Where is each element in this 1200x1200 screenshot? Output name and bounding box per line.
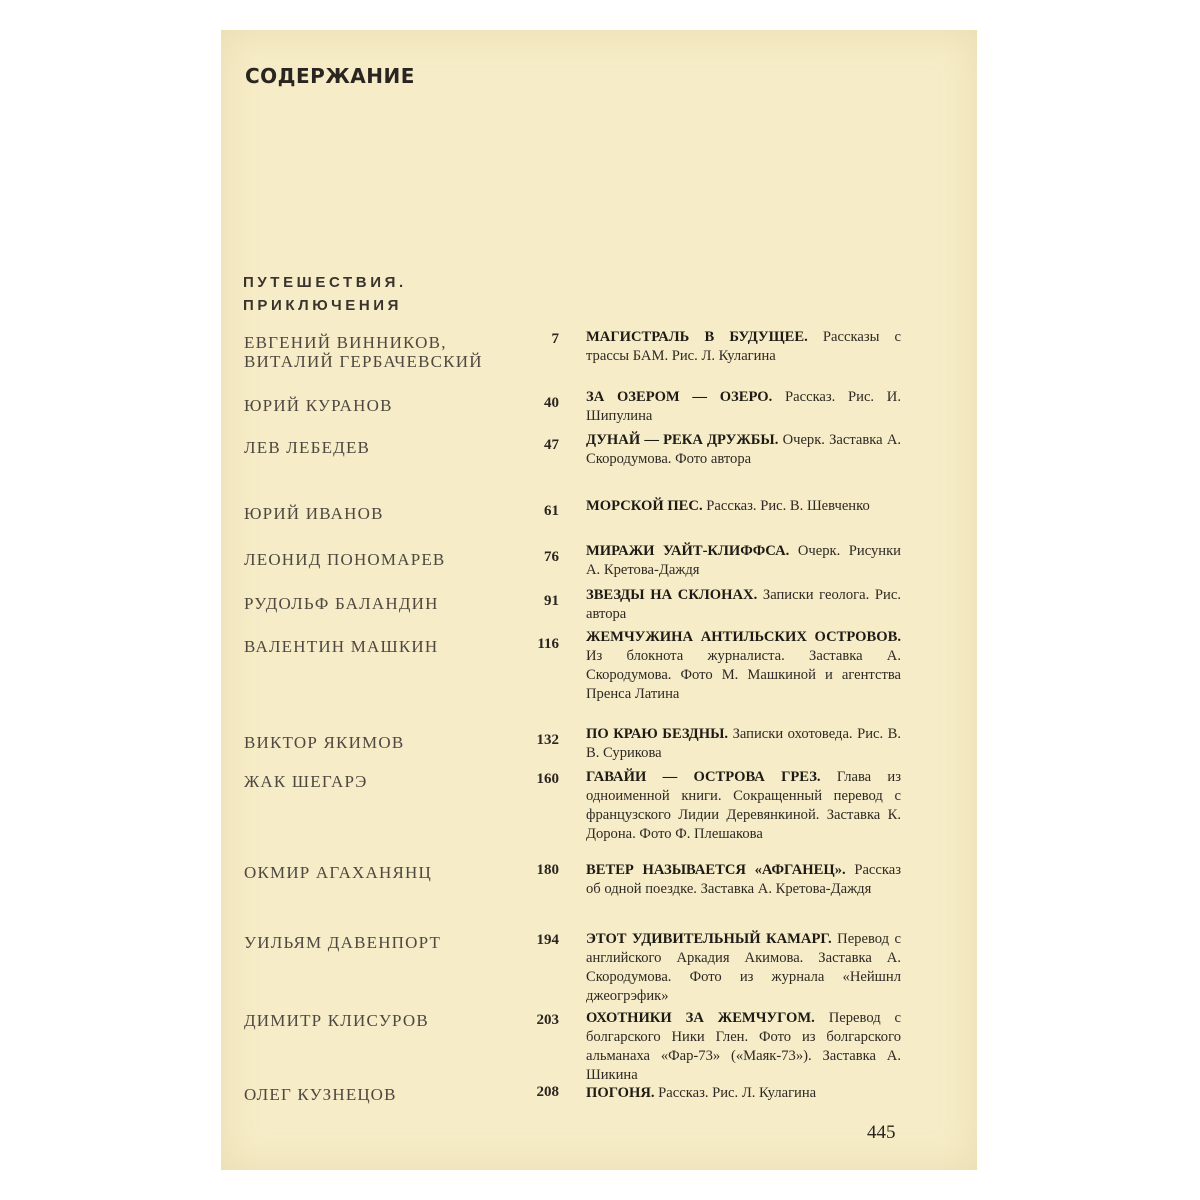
section-title-line-1: ПУТЕШЕСТВИЯ. <box>243 274 407 291</box>
toc-note: Рассказы с трассы БАМ. Рис. Л. Кулагина <box>586 329 901 364</box>
toc-note: Глава из одноименной книги. Сокращенный перевод с французского Лидии Деревянкиной. Заставка К. Дорона. Фото Ф. Плешакова <box>586 769 901 842</box>
toc-description <box>586 725 901 763</box>
author-line-2: ВИТАЛИЙ ГЕРБАЧЕВСКИЙ <box>244 352 483 371</box>
book-page <box>221 30 977 1170</box>
toc-description <box>586 431 901 469</box>
toc-description <box>586 586 901 624</box>
page-number-footer: 445 <box>867 1122 896 1143</box>
toc-note: Очерк. Заставка А. Скородумова. Фото автора <box>586 432 902 467</box>
toc-note: Из блокнота журналиста. Заставка А. Скородумова. Фото М. Машкиной и агентства Пренса Латина <box>586 648 901 702</box>
section-title-line-2: ПРИКЛЮЧЕНИЯ <box>243 297 403 314</box>
author-line-1: РУДОЛЬФ БАЛАНДИН <box>244 594 439 613</box>
toc-page-number: 203 <box>536 1012 559 1028</box>
author-line-1: ОЛЕГ КУЗНЕЦОВ <box>244 1085 397 1104</box>
section-title <box>243 271 407 317</box>
toc-description <box>586 328 901 366</box>
toc-description <box>586 1084 901 1103</box>
toc-title: ПОГОНЯ. <box>586 1085 655 1101</box>
author-line-1: ВИКТОР ЯКИМОВ <box>244 733 405 752</box>
toc-note: Очерк. Рисунки А. Кретова-Даждя <box>586 543 901 578</box>
page-heading: СОДЕРЖАНИЕ <box>245 64 415 88</box>
author-line-1: УИЛЬЯМ ДАВЕНПОРТ <box>244 933 442 952</box>
toc-title: ДУНАЙ — РЕКА ДРУЖБЫ. <box>586 432 779 448</box>
toc-description <box>586 930 901 1006</box>
toc-page-number: 160 <box>536 771 559 787</box>
toc-page-number: 91 <box>544 593 559 609</box>
toc-title: МИРАЖИ УАЙТ-КЛИФФСА. <box>586 543 790 559</box>
toc-page-number: 116 <box>537 636 559 652</box>
toc-author <box>244 863 514 882</box>
toc-description <box>586 542 901 580</box>
toc-author <box>244 438 514 457</box>
toc-note: Перевод с болгарского Ники Глен. Фото из болгарского альманаха «Фар-73» («Маяк-73»). Заставка А. Шикина <box>586 1010 901 1083</box>
toc-author <box>244 504 514 523</box>
toc-description <box>586 497 901 516</box>
toc-title: ПО КРАЮ БЕЗДНЫ. <box>586 726 729 742</box>
author-line-1: ОКМИР АГАХАНЯНЦ <box>244 863 432 882</box>
toc-description <box>586 388 901 426</box>
author-line-1: ЮРИЙ ИВАНОВ <box>244 504 384 523</box>
toc-note: Рассказ. Рис. Л. Кулагина <box>658 1085 817 1101</box>
toc-description <box>586 1009 901 1085</box>
toc-author <box>244 550 514 569</box>
author-line-1: ЮРИЙ КУРАНОВ <box>244 396 393 415</box>
toc-note: Рассказ. Рис. И. Шипулина <box>586 389 901 424</box>
toc-title: ВЕТЕР НАЗЫВАЕТСЯ «АФГАНЕЦ». <box>586 862 846 878</box>
toc-page-number: 194 <box>536 932 559 948</box>
toc-author <box>244 1011 514 1030</box>
toc-author <box>244 933 514 952</box>
toc-title: МАГИСТРАЛЬ В БУДУЩЕЕ. <box>586 329 808 345</box>
toc-author <box>244 637 514 656</box>
toc-page-number: 47 <box>544 437 559 453</box>
author-line-1: ЛЕВ ЛЕБЕДЕВ <box>244 438 371 457</box>
toc-author <box>244 594 514 613</box>
toc-description <box>586 861 901 899</box>
toc-note: Рассказ. Рис. В. Шевченко <box>706 498 870 514</box>
toc-author <box>244 333 514 371</box>
toc-title: ЗВЕЗДЫ НА СКЛОНАХ. <box>586 587 758 603</box>
toc-note: Записки охотоведа. Рис. В. В. Сурикова <box>586 726 902 761</box>
toc-title: ЖЕМЧУЖИНА АНТИЛЬСКИХ ОСТРОВОВ. <box>586 629 901 645</box>
toc-title: ГАВАЙИ — ОСТРОВА ГРЕЗ. <box>586 769 821 785</box>
toc-title: МОРСКОЙ ПЕС. <box>586 498 703 514</box>
toc-author <box>244 772 514 791</box>
toc-title: ОХОТНИКИ ЗА ЖЕМЧУГОМ. <box>586 1010 815 1026</box>
toc-page-number: 132 <box>536 732 559 748</box>
author-line-1: ВАЛЕНТИН МАШКИН <box>244 637 439 656</box>
author-line-1: ЕВГЕНИЙ ВИННИКОВ, <box>244 333 447 352</box>
toc-author <box>244 396 514 415</box>
toc-note: Записки геолога. Рис. автора <box>586 587 901 622</box>
toc-description <box>586 628 901 704</box>
toc-description <box>586 768 901 844</box>
toc-author <box>244 733 514 752</box>
toc-note: Рассказ об одной поездке. Заставка А. Кретова-Даждя <box>586 862 901 897</box>
author-line-1: ЛЕОНИД ПОНОМАРЕВ <box>244 550 446 569</box>
toc-title: ЭТОТ УДИВИТЕЛЬНЫЙ КАМАРГ. <box>586 931 832 947</box>
toc-title: ЗА ОЗЕРОМ — ОЗЕРО. <box>586 389 773 405</box>
toc-page-number: 208 <box>536 1084 559 1100</box>
toc-page-number: 7 <box>551 331 559 347</box>
toc-page-number: 61 <box>544 503 559 519</box>
author-line-1: ДИМИТР КЛИСУРОВ <box>244 1011 429 1030</box>
toc-page-number: 180 <box>536 862 559 878</box>
toc-note: Перевод с английского Аркадия Акимова. Заставка А. Скородумова. Фото из журнала «Нейшнл джеогрэфик» <box>586 931 901 1004</box>
toc-page-number: 40 <box>544 395 559 411</box>
author-line-1: ЖАК ШЕГАРЭ <box>244 772 368 791</box>
toc-page-number: 76 <box>544 549 559 565</box>
toc-author <box>244 1085 514 1104</box>
